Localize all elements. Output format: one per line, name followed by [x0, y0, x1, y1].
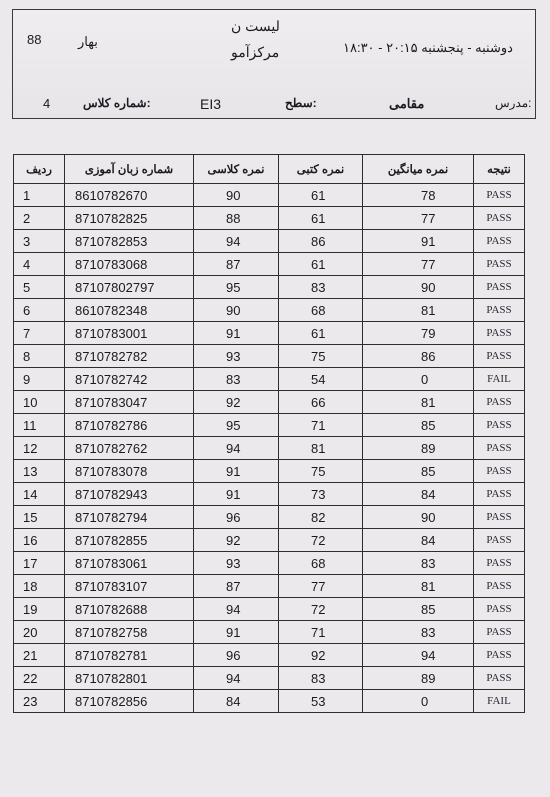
level-value: EI3: [200, 96, 222, 112]
table-row: [14, 184, 525, 207]
cell-row-number: 17: [14, 552, 65, 575]
cell-average-score: 0: [363, 368, 474, 391]
cell-student-id: 8710783061: [65, 552, 194, 575]
cell-class-score: 84: [194, 690, 279, 713]
cell-class-score: 92: [194, 391, 279, 414]
class-number-value: 4: [43, 96, 51, 111]
table-row: [14, 391, 525, 414]
cell-written-score: 71: [279, 621, 363, 644]
cell-row-number: 12: [14, 437, 65, 460]
cell-result: PASS: [474, 207, 525, 230]
class-number-label: شماره کلاس:: [83, 96, 151, 110]
cell-average-score: 84: [363, 529, 474, 552]
table-row: [14, 690, 525, 713]
cell-result: PASS: [474, 460, 525, 483]
cell-row-number: 23: [14, 690, 65, 713]
cell-result: PASS: [474, 299, 525, 322]
cell-row-number: 18: [14, 575, 65, 598]
center-label: مرکزآمو: [231, 44, 280, 60]
cell-class-score: 94: [194, 437, 279, 460]
grades-table: [13, 154, 525, 713]
cell-written-score: 75: [279, 345, 363, 368]
table-row: [14, 483, 525, 506]
cell-written-score: 83: [279, 667, 363, 690]
cell-class-score: 95: [194, 414, 279, 437]
cell-result: PASS: [474, 483, 525, 506]
table-row: [14, 437, 525, 460]
cell-class-score: 96: [194, 506, 279, 529]
cell-class-score: 90: [194, 184, 279, 207]
table-row: [14, 552, 525, 575]
cell-written-score: 61: [279, 253, 363, 276]
cell-student-id: 8710782786: [65, 414, 194, 437]
season-label: بهار: [78, 34, 98, 49]
cell-result: PASS: [474, 506, 525, 529]
table-row: [14, 345, 525, 368]
cell-student-id: 8710783107: [65, 575, 194, 598]
cell-row-number: 4: [14, 253, 65, 276]
col-header-student-id: شماره زبان آموزی: [65, 155, 194, 184]
cell-row-number: 13: [14, 460, 65, 483]
cell-written-score: 81: [279, 437, 363, 460]
col-header-result: نتیجه: [474, 155, 525, 184]
table-row: [14, 299, 525, 322]
cell-average-score: 81: [363, 575, 474, 598]
cell-class-score: 91: [194, 621, 279, 644]
cell-class-score: 83: [194, 368, 279, 391]
col-header-written-score: نمره کتبی: [279, 155, 363, 184]
cell-average-score: 85: [363, 598, 474, 621]
cell-result: FAIL: [474, 368, 525, 391]
cell-average-score: 90: [363, 506, 474, 529]
cell-result: PASS: [474, 529, 525, 552]
col-header-class-score: نمره کلاسی: [194, 155, 279, 184]
cell-class-score: 87: [194, 575, 279, 598]
cell-result: PASS: [474, 253, 525, 276]
document-number: 88: [27, 32, 42, 47]
table-row: [14, 322, 525, 345]
cell-student-id: 8710783001: [65, 322, 194, 345]
cell-row-number: 1: [14, 184, 65, 207]
cell-result: PASS: [474, 575, 525, 598]
cell-row-number: 20: [14, 621, 65, 644]
cell-class-score: 91: [194, 460, 279, 483]
table-row: [14, 575, 525, 598]
cell-average-score: 85: [363, 460, 474, 483]
table-row: [14, 621, 525, 644]
cell-written-score: 86: [279, 230, 363, 253]
cell-result: PASS: [474, 667, 525, 690]
cell-row-number: 22: [14, 667, 65, 690]
level-label: سطح:: [285, 96, 317, 110]
cell-average-score: 83: [363, 552, 474, 575]
teacher-label: مدرس:: [495, 96, 532, 110]
cell-written-score: 68: [279, 552, 363, 575]
cell-result: PASS: [474, 621, 525, 644]
table-row: [14, 644, 525, 667]
cell-result: PASS: [474, 184, 525, 207]
cell-student-id: 8710782781: [65, 644, 194, 667]
cell-class-score: 94: [194, 598, 279, 621]
table-row: [14, 207, 525, 230]
cell-row-number: 6: [14, 299, 65, 322]
cell-student-id: 8710782742: [65, 368, 194, 391]
cell-student-id: 87107802797: [65, 276, 194, 299]
schedule-text: دوشنبه - پنجشنبه ۲۰:۱۵ - ۱۸:۳۰: [343, 40, 513, 55]
table-row: [14, 368, 525, 391]
cell-student-id: 8710782794: [65, 506, 194, 529]
cell-class-score: 93: [194, 552, 279, 575]
cell-result: PASS: [474, 644, 525, 667]
cell-student-id: 8710782782: [65, 345, 194, 368]
table-row: [14, 253, 525, 276]
table-row: [14, 506, 525, 529]
cell-student-id: 8610782348: [65, 299, 194, 322]
cell-written-score: 82: [279, 506, 363, 529]
cell-student-id: 8710782801: [65, 667, 194, 690]
cell-row-number: 14: [14, 483, 65, 506]
list-title: لیست ن: [231, 18, 280, 34]
header-box: [12, 9, 536, 119]
cell-student-id: 8610782670: [65, 184, 194, 207]
cell-written-score: 77: [279, 575, 363, 598]
cell-written-score: 66: [279, 391, 363, 414]
cell-average-score: 0: [363, 690, 474, 713]
col-header-row-number: ردیف: [14, 155, 65, 184]
cell-row-number: 5: [14, 276, 65, 299]
cell-student-id: 8710782853: [65, 230, 194, 253]
col-header-average-score: نمره میانگین: [363, 155, 474, 184]
cell-result: PASS: [474, 391, 525, 414]
cell-row-number: 2: [14, 207, 65, 230]
table-row: [14, 667, 525, 690]
cell-result: PASS: [474, 598, 525, 621]
cell-result: PASS: [474, 437, 525, 460]
cell-average-score: 90: [363, 276, 474, 299]
cell-student-id: 8710783068: [65, 253, 194, 276]
cell-written-score: 61: [279, 322, 363, 345]
cell-written-score: 54: [279, 368, 363, 391]
cell-written-score: 92: [279, 644, 363, 667]
cell-row-number: 3: [14, 230, 65, 253]
teacher-value: مقامی: [389, 96, 425, 111]
table-row: [14, 230, 525, 253]
cell-written-score: 53: [279, 690, 363, 713]
cell-class-score: 92: [194, 529, 279, 552]
cell-result: PASS: [474, 322, 525, 345]
cell-row-number: 11: [14, 414, 65, 437]
cell-row-number: 21: [14, 644, 65, 667]
table-row: [14, 276, 525, 299]
cell-result: PASS: [474, 552, 525, 575]
cell-result: PASS: [474, 414, 525, 437]
cell-row-number: 7: [14, 322, 65, 345]
cell-written-score: 61: [279, 184, 363, 207]
cell-class-score: 94: [194, 230, 279, 253]
cell-row-number: 8: [14, 345, 65, 368]
cell-written-score: 83: [279, 276, 363, 299]
cell-student-id: 8710782825: [65, 207, 194, 230]
cell-average-score: 91: [363, 230, 474, 253]
table-row: [14, 460, 525, 483]
cell-row-number: 19: [14, 598, 65, 621]
cell-student-id: 8710782855: [65, 529, 194, 552]
cell-class-score: 90: [194, 299, 279, 322]
cell-student-id: 8710782762: [65, 437, 194, 460]
cell-average-score: 81: [363, 391, 474, 414]
cell-class-score: 87: [194, 253, 279, 276]
cell-student-id: 8710782856: [65, 690, 194, 713]
cell-student-id: 8710782758: [65, 621, 194, 644]
cell-written-score: 72: [279, 598, 363, 621]
cell-class-score: 91: [194, 322, 279, 345]
cell-row-number: 16: [14, 529, 65, 552]
cell-result: PASS: [474, 276, 525, 299]
cell-student-id: 8710782943: [65, 483, 194, 506]
cell-average-score: 77: [363, 207, 474, 230]
table-row: [14, 529, 525, 552]
cell-class-score: 96: [194, 644, 279, 667]
cell-average-score: 79: [363, 322, 474, 345]
cell-result: PASS: [474, 230, 525, 253]
cell-average-score: 81: [363, 299, 474, 322]
cell-class-score: 93: [194, 345, 279, 368]
cell-student-id: 8710782688: [65, 598, 194, 621]
cell-row-number: 15: [14, 506, 65, 529]
cell-average-score: 89: [363, 437, 474, 460]
cell-written-score: 61: [279, 207, 363, 230]
cell-student-id: 8710783047: [65, 391, 194, 414]
cell-average-score: 86: [363, 345, 474, 368]
cell-student-id: 8710783078: [65, 460, 194, 483]
cell-average-score: 84: [363, 483, 474, 506]
table-row: [14, 414, 525, 437]
cell-average-score: 77: [363, 253, 474, 276]
cell-written-score: 72: [279, 529, 363, 552]
cell-average-score: 94: [363, 644, 474, 667]
cell-class-score: 95: [194, 276, 279, 299]
cell-average-score: 78: [363, 184, 474, 207]
cell-class-score: 94: [194, 667, 279, 690]
cell-written-score: 71: [279, 414, 363, 437]
cell-average-score: 89: [363, 667, 474, 690]
cell-row-number: 9: [14, 368, 65, 391]
cell-written-score: 75: [279, 460, 363, 483]
table-header-row: [14, 155, 525, 184]
cell-class-score: 91: [194, 483, 279, 506]
cell-average-score: 83: [363, 621, 474, 644]
cell-average-score: 85: [363, 414, 474, 437]
cell-result: FAIL: [474, 690, 525, 713]
cell-written-score: 68: [279, 299, 363, 322]
cell-written-score: 73: [279, 483, 363, 506]
cell-result: PASS: [474, 345, 525, 368]
table-row: [14, 598, 525, 621]
cell-row-number: 10: [14, 391, 65, 414]
cell-class-score: 88: [194, 207, 279, 230]
